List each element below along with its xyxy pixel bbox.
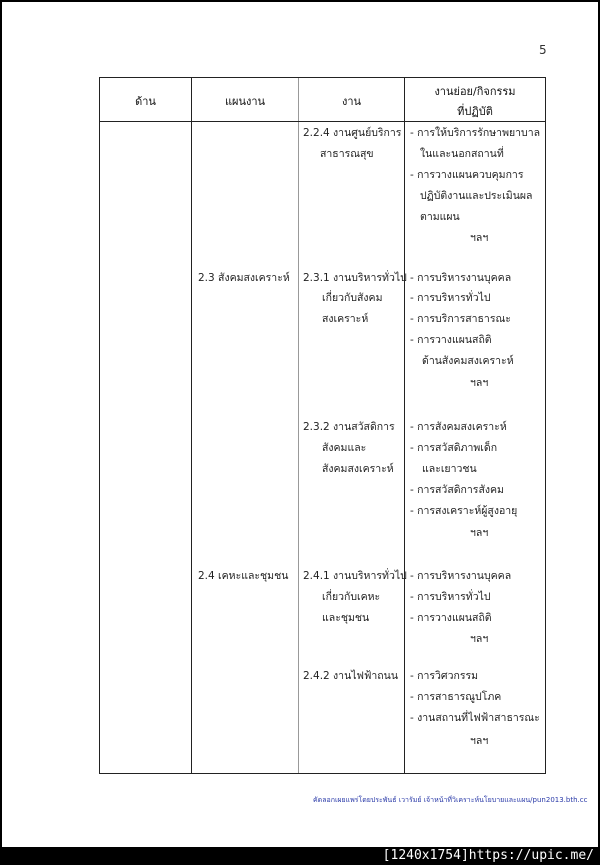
activity-item: - การวางแผนควบคุมการ xyxy=(410,169,524,181)
activity-item: - งานสถานที่ไฟฟ้าสาธารณะ xyxy=(410,712,540,724)
task-cell: สังคมและ xyxy=(322,442,367,454)
activity-item: - การบริการสาธารณะ xyxy=(410,313,511,325)
activity-item: - การสวัสดิภาพเด็ก xyxy=(410,442,498,454)
activity-item: - การให้บริการรักษาพยาบาล xyxy=(410,127,541,139)
activity-item: และเยาวชน xyxy=(422,463,477,475)
task-cell: เกี่ยวกับเคหะ xyxy=(322,591,381,603)
task-cell: 2.2.4 งานศูนย์บริการ xyxy=(303,127,402,139)
activity-item: - การบริหารงานบุคคล xyxy=(410,272,512,284)
activity-item: - การวางแผนสถิติ xyxy=(410,612,492,624)
column-divider xyxy=(404,78,405,773)
activity-item: - การสาธารณูปโภค xyxy=(410,691,502,703)
task-cell: 2.4.2 งานไฟฟ้าถนน xyxy=(303,670,399,682)
activity-etc: ฯลฯ xyxy=(470,527,489,539)
plan-table xyxy=(99,77,546,774)
task-cell: สงเคราะห์ xyxy=(322,313,369,325)
plan-cell: 2.3 สังคมสงเคราะห์ xyxy=(198,272,290,284)
activity-item: - การบริหารงานบุคคล xyxy=(410,570,512,582)
task-cell: 2.3.1 งานบริหารทั่วไป xyxy=(303,272,407,284)
activity-item: ในและนอกสถานที่ xyxy=(420,148,504,160)
task-cell: สาธารณสุข xyxy=(320,148,374,160)
image-watermark: [1240x1754]https://upic.me/ xyxy=(382,848,594,863)
column-divider xyxy=(298,78,299,773)
task-cell: สังคมสงเคราะห์ xyxy=(322,463,394,475)
activity-item: - การบริหารทั่วไป xyxy=(410,292,491,304)
document-page xyxy=(2,2,598,847)
header-divider xyxy=(100,121,545,122)
activity-item: - การสวัสดิการสังคม xyxy=(410,484,504,496)
plan-cell: 2.4 เคหะและชุมชน xyxy=(198,570,289,582)
activity-etc: ฯลฯ xyxy=(470,377,489,389)
activity-item: - การสังคมสงเคราะห์ xyxy=(410,421,507,433)
activity-etc: ฯลฯ xyxy=(470,633,489,645)
header-task: งาน xyxy=(341,95,362,108)
task-cell: เกี่ยวกับสังคม xyxy=(322,292,383,304)
activity-item: - การวางแผนสถิติ xyxy=(410,334,492,346)
header-plan: แผนงาน xyxy=(224,95,266,108)
task-cell: 2.4.1 งานบริหารทั่วไป xyxy=(303,570,407,582)
header-activity: งานย่อย/กิจกรรม xyxy=(434,85,516,98)
task-cell: และชุมชน xyxy=(322,612,370,624)
activity-item: ตามแผน xyxy=(420,211,460,223)
activity-etc: ฯลฯ xyxy=(470,735,489,747)
activity-etc: ฯลฯ xyxy=(470,232,489,244)
activity-item: - การสงเคราะห์ผู้สูงอายุ xyxy=(410,505,518,517)
header-side: ด้าน xyxy=(135,95,156,108)
page-number: 5 xyxy=(539,43,547,57)
task-cell: 2.3.2 งานสวัสดิการ xyxy=(303,421,395,433)
column-divider xyxy=(191,78,192,773)
footer-credit: คัดลอกเผยแพร่โดยประพันธ์ เวารัมย์ เจ้าหน้าที่วิเคราะห์นโยบายและแผน/pun2013.bth.cc xyxy=(313,796,588,804)
activity-item: - การบริหารทั่วไป xyxy=(410,591,491,603)
activity-item: ปฏิบัติงานและประเมินผล xyxy=(420,190,533,202)
header-activity-sub: ที่ปฏิบัติ xyxy=(457,105,493,118)
activity-item: - การวิศวกรรม xyxy=(410,670,479,682)
activity-item: ด้านสังคมสงเคราะห์ xyxy=(422,355,514,367)
